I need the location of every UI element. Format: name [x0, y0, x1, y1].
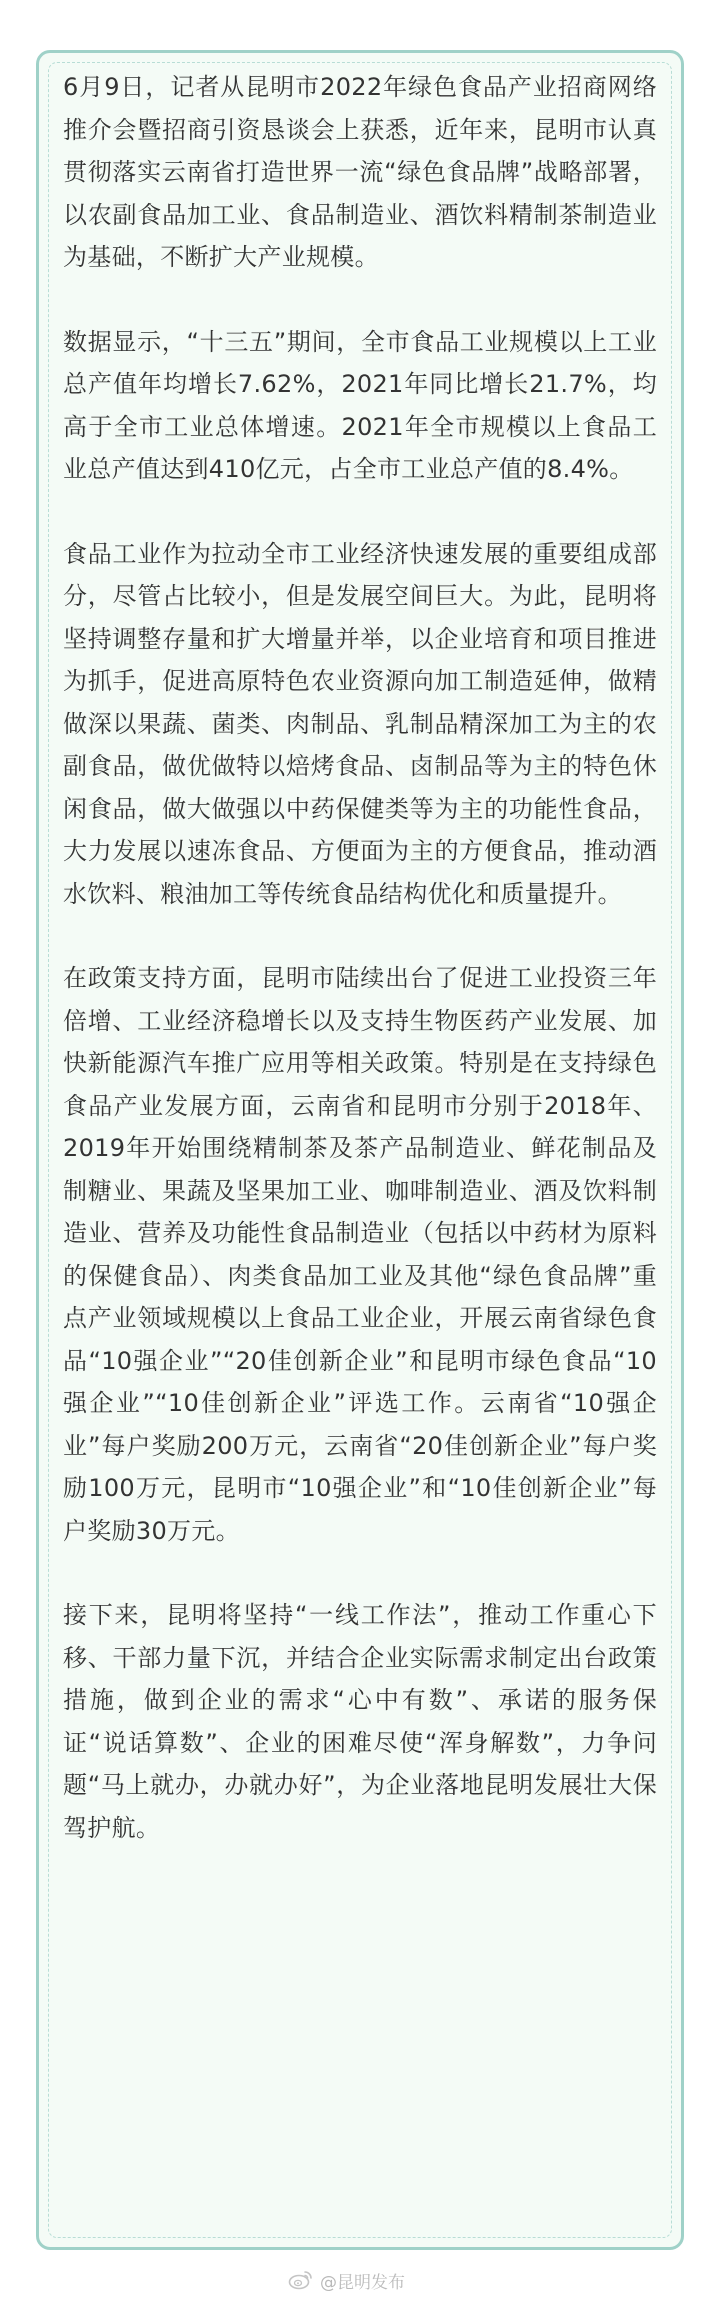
article-paragraph-3: 食品工业作为拉动全市工业经济快速发展的重要组成部分，尽管占比较小，但是发展空间巨大。为此，昆明将坚持调整存量和扩大增量并举，以企业培育和项目推进为抓手，促进高原特色农业资源向加工制造延伸，做精做深以果蔬、菌类、肉制品、乳制品精深加工为主的农副食品，做优做特以焙烤食品、卤制品等为主的特色休闲食品，做大做强以中药保健类等为主的功能性食品，大力发展以速冻食品、方便面为主的方便食品，推动酒水饮料、粮油加工等传统食品结构优化和质量提升。	[63, 539, 657, 908]
weibo-icon	[288, 2269, 314, 2291]
watermark-text: @昆明发布	[320, 2272, 405, 2293]
article-paragraph-5: 接下来，昆明将坚持“一线工作法”，推动工作重心下移、干部力量下沉，并结合企业实际需求制定出台政策措施，做到企业的需求“心中有数”、承诺的服务保证“说话算数”、企业的困难尽使“浑身解数”，力争问题“马上就办，办就办好”，为企业落地昆明发展壮大保驾护航。	[63, 1601, 657, 1842]
watermark	[288, 2266, 405, 2294]
article-paragraph-2: 数据显示，“十三五”期间，全市食品工业规模以上工业总产值年均增长7.62%，2021年同比增长21.7%，均高于全市工业总体增速。2021年全市规模以上食品工业总产值达到410亿元，占全市工业总产值的8.4%。	[63, 327, 657, 483]
article-body	[63, 66, 657, 1891]
article-paragraph-1: 6月9日，记者从昆明市2022年绿色食品产业招商网络推介会暨招商引资恳谈会上获悉，近年来，昆明市认真贯彻落实云南省打造世界一流“绿色食品牌”战略部署，以农副食品加工业、食品制造业、酒饮料精制茶制造业为基础，不断扩大产业规模。	[63, 73, 657, 271]
article-paragraph-4: 在政策支持方面，昆明市陆续出台了促进工业投资三年倍增、工业经济稳增长以及支持生物医药产业发展、加快新能源汽车推广应用等相关政策。特别是在支持绿色食品产业发展方面，云南省和昆明市分别于2018年、2019年开始围绕精制茶及茶产品制造业、鲜花制品及制糖业、果蔬及坚果加工业、咖啡制造业、酒及饮料制造业、营养及功能性食品制造业（包括以中药材为原料的保健食品）、肉类食品加工业及其他“绿色食品牌”重点产业领域规模以上食品工业企业，开展云南省绿色食品“10强企业”“20佳创新企业”和昆明市绿色食品“10强企业”“10佳创新企业”评选工作。云南省“10强企业”每户奖励200万元，云南省“20佳创新企业”每户奖励100万元，昆明市“10强企业”和“10佳创新企业”每户奖励30万元。	[63, 964, 657, 1545]
